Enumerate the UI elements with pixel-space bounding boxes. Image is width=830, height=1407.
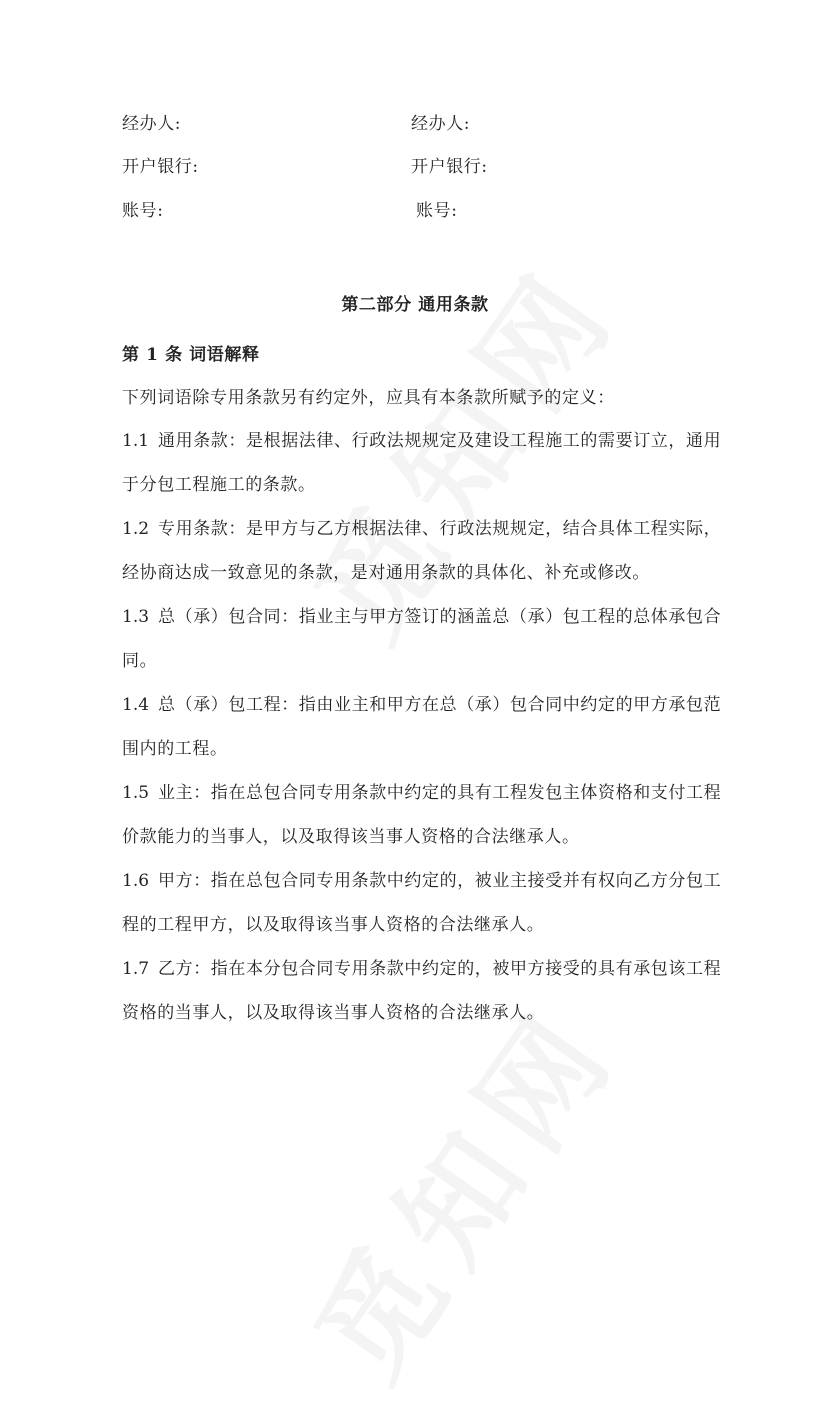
clause-text: 同。 xyxy=(122,651,158,671)
article-title: 第 1 条 词语解释 xyxy=(122,345,260,365)
clause-text: 业主：指在总包合同专用条款中约定的具有工程发包主体资格和支付工程 xyxy=(158,783,722,803)
intro-paragraph: 下列词语除专用条款另有约定外，应具有本条款所赋予的定义： xyxy=(122,388,615,408)
clause-number: 1.2 xyxy=(122,519,150,539)
clause-continuation xyxy=(122,474,316,496)
clause-text: 甲方：指在总包合同专用条款中约定的，被业主接受并有权向乙方分包工 xyxy=(158,871,722,891)
clause-text: 程的工程甲方，以及取得该当事人资格的合法继承人。 xyxy=(122,915,545,935)
right-account-label: 账号: xyxy=(416,201,458,221)
clause-number: 1.5 xyxy=(122,783,150,803)
clause-text: 总（承）包合同：指业主与甲方签订的涵盖总（承）包工程的总体承包合 xyxy=(158,607,722,627)
right-bank-label: 开户银行: xyxy=(411,157,488,177)
left-agent-label: 经办人: xyxy=(122,114,182,134)
clause-line xyxy=(122,430,721,452)
part-title: 第二部分 通用条款 xyxy=(341,295,489,315)
left-bank-label: 开户银行: xyxy=(122,157,199,177)
clause-continuation xyxy=(122,914,544,936)
clause-text: 总（承）包工程：指由业主和甲方在总（承）包合同中约定的甲方承包范 xyxy=(158,695,722,715)
clause-text: 乙方：指在本分包合同专用条款中约定的，被甲方接受的具有承包该工程 xyxy=(158,959,722,979)
clause-text: 于分包工程施工的条款。 xyxy=(122,475,316,495)
clause-line xyxy=(122,782,721,804)
clause-continuation xyxy=(122,1002,544,1024)
clause-number: 1.7 xyxy=(122,959,150,979)
clause-continuation xyxy=(122,650,157,672)
clause-text: 围内的工程。 xyxy=(122,739,228,759)
clause-continuation xyxy=(122,562,650,584)
clause-line xyxy=(122,518,721,540)
clause-continuation xyxy=(122,826,580,848)
clause-number: 1.4 xyxy=(122,695,150,715)
clause-continuation xyxy=(122,738,228,760)
clause-line xyxy=(122,606,721,628)
clause-number: 1.1 xyxy=(122,431,150,451)
clause-number: 1.3 xyxy=(122,607,150,627)
clause-line xyxy=(122,694,721,716)
clause-line xyxy=(122,958,721,980)
clause-text: 通用条款：是根据法律、行政法规规定及建设工程施工的需要订立，通用 xyxy=(158,431,722,451)
right-agent-label: 经办人: xyxy=(411,114,471,134)
clause-number: 1.6 xyxy=(122,871,150,891)
watermark xyxy=(269,965,651,1407)
left-account-label: 账号: xyxy=(122,201,164,221)
clause-text: 专用条款：是甲方与乙方根据法律、行政法规规定，结合具体工程实际， xyxy=(158,519,722,539)
clause-text: 价款能力的当事人，以及取得该当事人资格的合法继承人。 xyxy=(122,827,580,847)
clause-text: 资格的当事人，以及取得该当事人资格的合法继承人。 xyxy=(122,1003,545,1023)
clause-text: 经协商达成一致意见的条款，是对通用条款的具体化、补充或修改。 xyxy=(122,563,650,583)
clause-line xyxy=(122,870,721,892)
